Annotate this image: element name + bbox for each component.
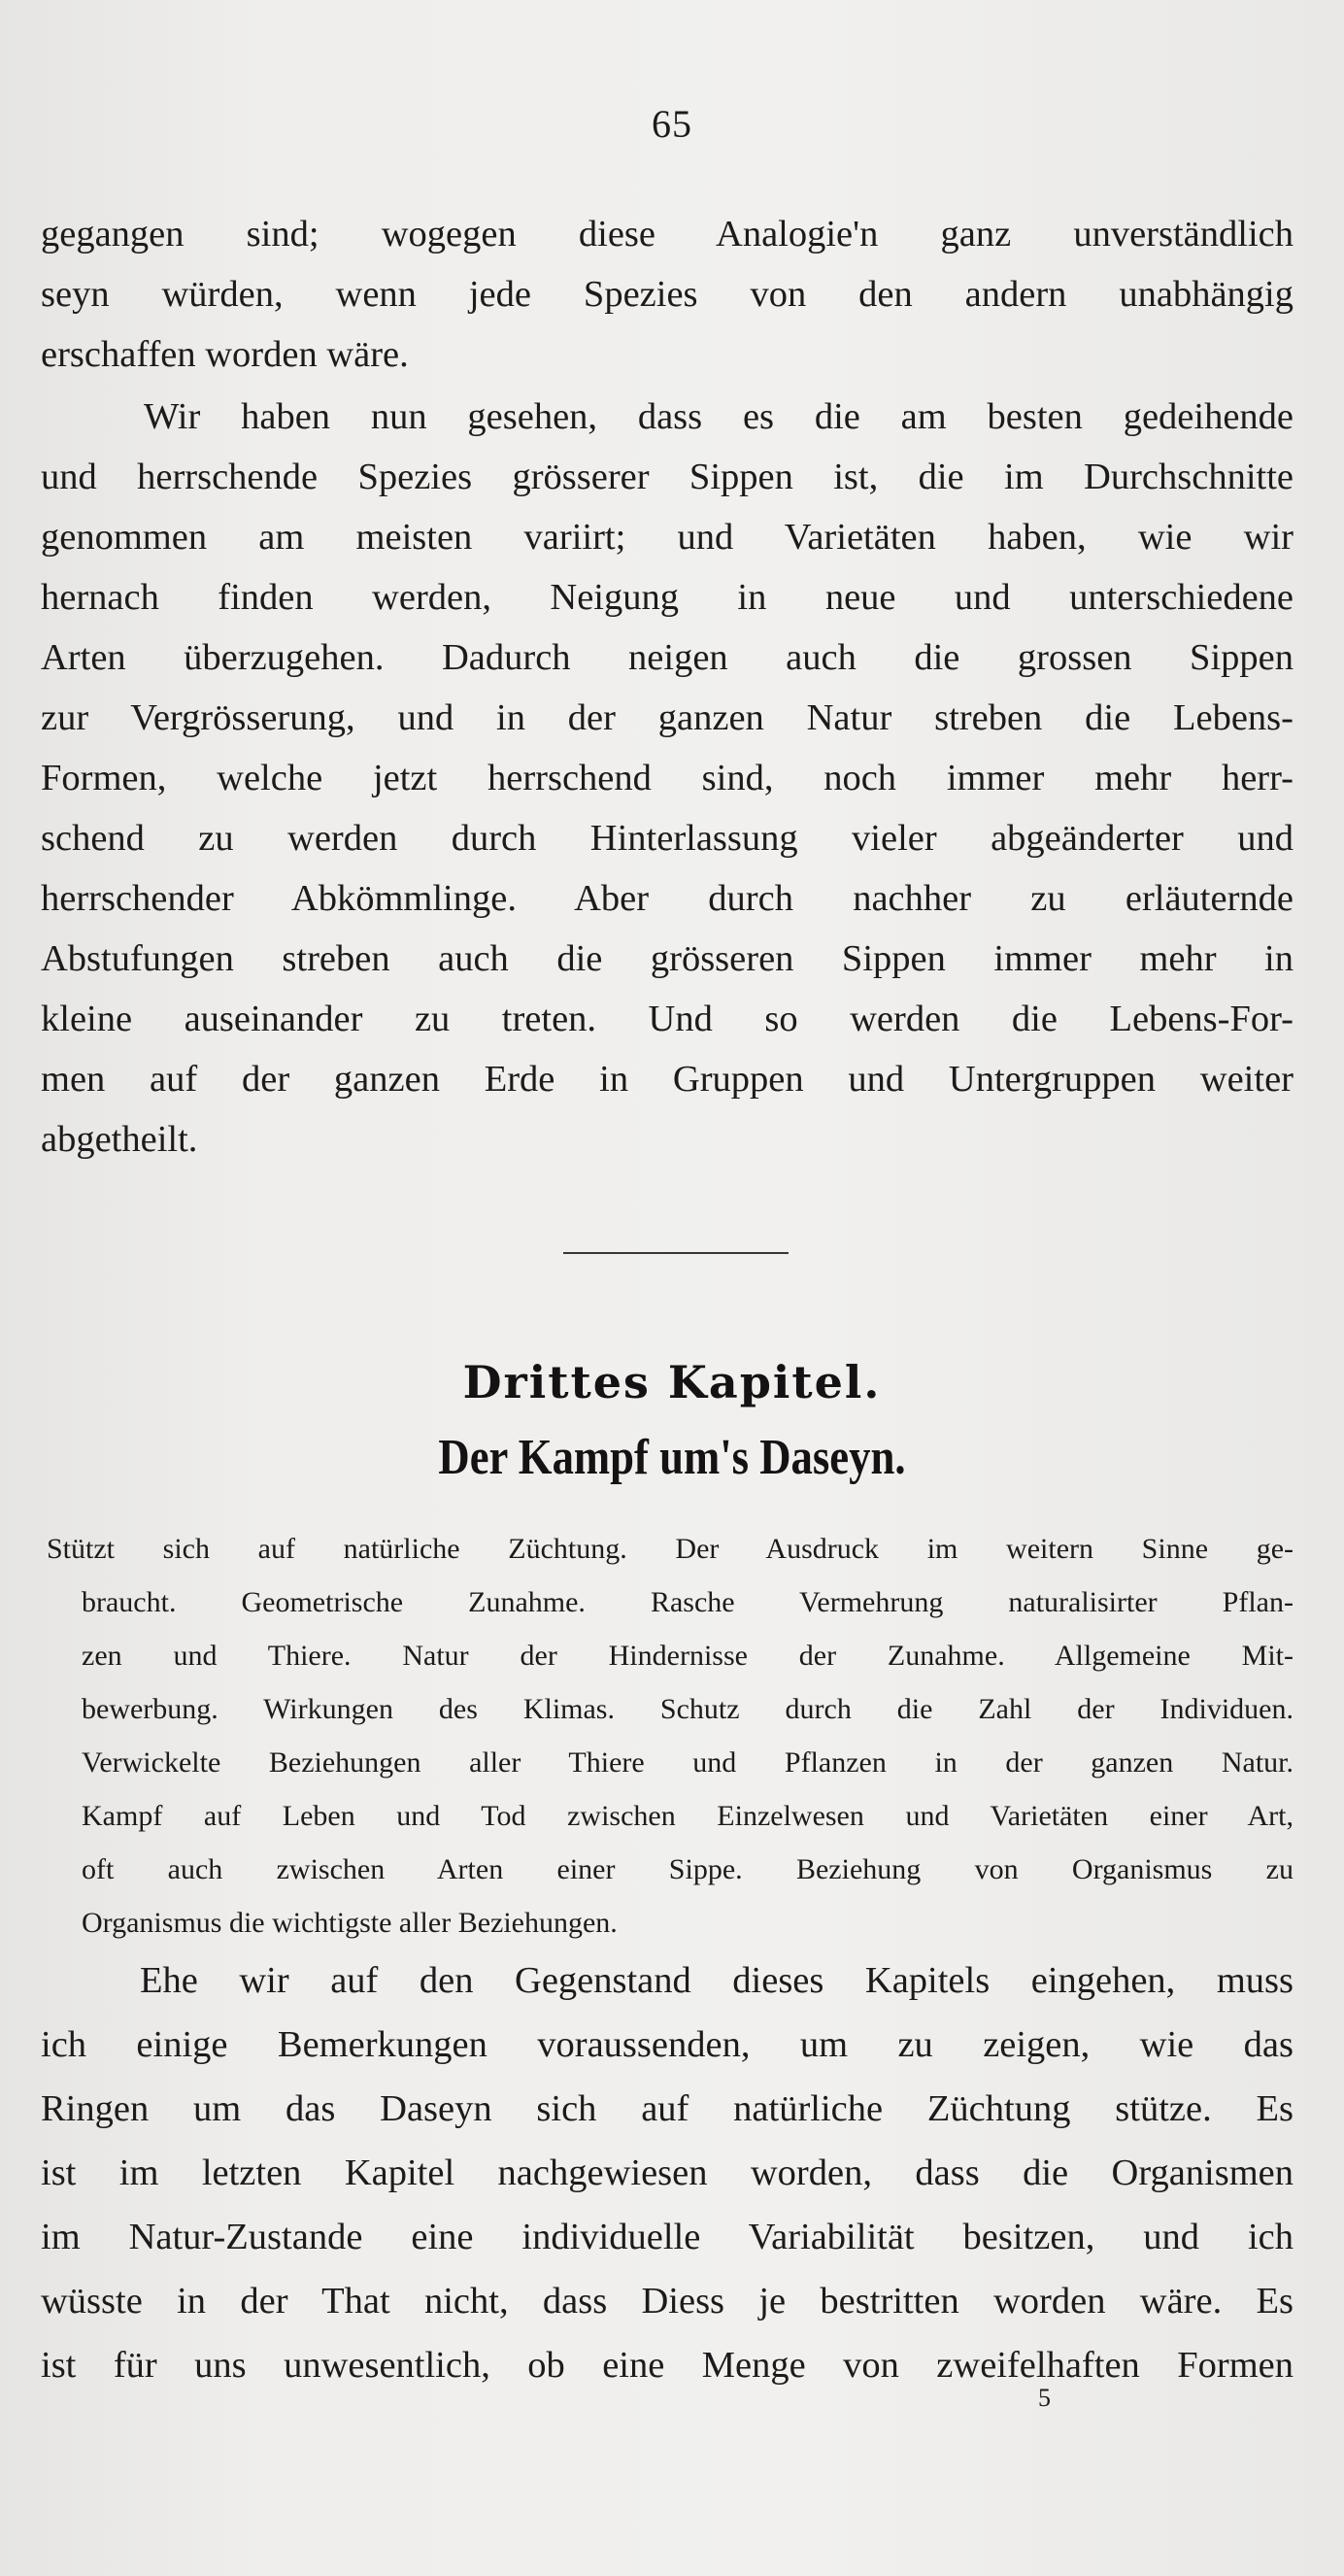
text-line: im Natur-Zustande eine individuelle Variabilität besitzen, und ich (41, 2217, 1294, 2257)
text-line: herrschender Abkömmlinge. Aber durch nachher zu erläuternde (41, 878, 1294, 919)
page-number: 65 (652, 102, 692, 146)
summary-line: oft auch zwischen Arten einer Sippe. Beziehung von Organismus zu (82, 1853, 1294, 1885)
text-line: genommen am meisten variirt; und Varietäten haben, wie wir (41, 517, 1294, 558)
text-line: erschaffen worden wäre. (41, 334, 409, 375)
text-line: abgetheilt. (41, 1119, 198, 1160)
text-line: und herrschende Spezies grösserer Sippen ist, die im Durchschnitte (41, 457, 1294, 497)
text-line: ist im letzten Kapitel nachgewiesen worden, dass die Organismen (41, 2152, 1294, 2193)
text-line: men auf der ganzen Erde in Gruppen und Untergruppen weiter (41, 1059, 1294, 1100)
text-line: zur Vergrösserung, und in der ganzen Natur streben die Lebens- (41, 697, 1294, 738)
summary-line: bewerbung. Wirkungen des Klimas. Schutz durch die Zahl der Individuen. (82, 1693, 1294, 1725)
text-line: gegangen sind; wogegen diese Analogie'n ganz unverständlich (41, 214, 1294, 254)
text-line: Ringen um das Daseyn sich auf natürliche Züchtung stütze. Es (41, 2088, 1294, 2129)
paragraph-continuation (41, 204, 1294, 385)
text-line: ich einige Bemerkungen voraussenden, um zu zeigen, wie das (41, 2024, 1294, 2065)
text-line: seyn würden, wenn jede Spezies von den andern unabhängig (41, 274, 1294, 315)
summary-line: braucht. Geometrische Zunahme. Rasche Vermehrung naturalisirter Pflan- (82, 1586, 1294, 1618)
paragraph-chapter-opening (41, 1949, 1294, 2397)
summary-line: Stützt sich auf natürliche Züchtung. Der Ausdruck im weitern Sinne ge- (47, 1533, 1294, 1565)
summary-line: Verwickelte Beziehungen aller Thiere und Pflanzen in der ganzen Natur. (82, 1746, 1294, 1779)
summary-line: zen und Thiere. Natur der Hindernisse der Zunahme. Allgemeine Mit- (82, 1640, 1294, 1672)
text-line: kleine auseinander zu treten. Und so werden die Lebens-For- (41, 999, 1294, 1039)
text-line: wüsste in der That nicht, dass Diess je bestritten worden wäre. Es (41, 2281, 1294, 2322)
chapter-subtitle: Der Kampf um's Daseyn. (438, 1430, 906, 1485)
text-line: Wir haben nun gesehen, dass es die am besten gedeihende (144, 396, 1294, 437)
chapter-summary (47, 1522, 1294, 1949)
summary-line: Organismus die wichtigste aller Beziehungen. (82, 1907, 618, 1939)
text-line: hernach finden werden, Neigung in neue und unterschiedene (41, 577, 1294, 618)
paragraph-summary-variation (41, 387, 1294, 1169)
signature-mark: 5 (1038, 2384, 1051, 2412)
text-line: schend zu werden durch Hinterlassung vieler abgeänderter und (41, 818, 1294, 859)
text-line: Abstufungen streben auch die grösseren Sippen immer mehr in (41, 938, 1294, 979)
summary-line: Kampf auf Leben und Tod zwischen Einzelwesen und Varietäten einer Art, (82, 1800, 1294, 1832)
chapter-title: Drittes Kapitel. (462, 1356, 882, 1408)
text-line: Arten überzugehen. Dadurch neigen auch die grossen Sippen (41, 637, 1294, 678)
text-line: Ehe wir auf den Gegenstand dieses Kapitels eingehen, muss (140, 1960, 1294, 2001)
section-divider (563, 1252, 789, 1254)
text-line: Formen, welche jetzt herrschend sind, noch immer mehr herr- (41, 758, 1294, 798)
text-line: ist für uns unwesentlich, ob eine Menge von zweifelhaften Formen (41, 2345, 1294, 2386)
